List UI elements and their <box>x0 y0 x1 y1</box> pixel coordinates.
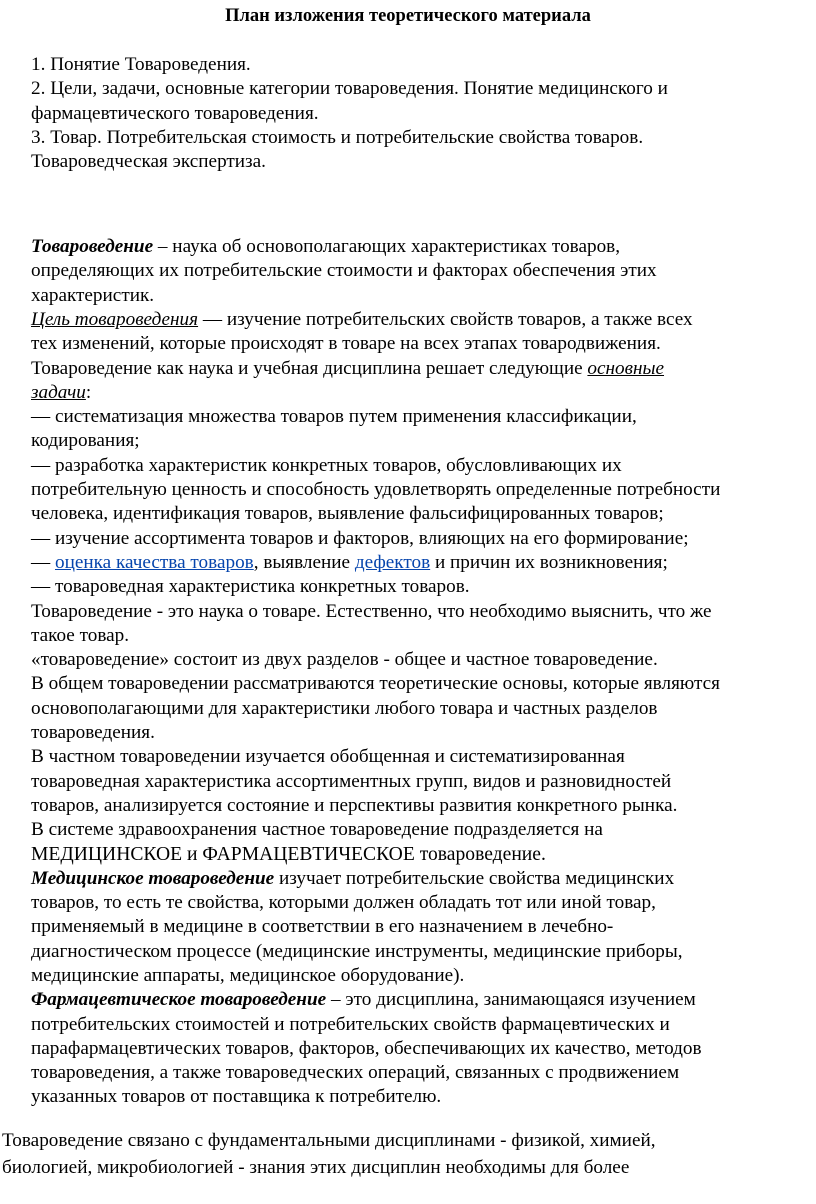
paragraph-line: товароведная характеристика ассортиментных групп, видов и разновидностей <box>31 770 672 792</box>
medical-term: Медицинское товароведение <box>31 867 275 889</box>
plan-item-3: 3. Товар. Потребительская стоимость и потребительские свойства товаров. <box>31 126 644 148</box>
paragraph-line: «товароведение» состоит из двух разделов - общее и частное товароведение. <box>31 649 658 671</box>
definition-line: характеристик. <box>31 284 155 306</box>
medical-line: товаров, то есть те свойства, которыми должен обладать тот или иной товар, <box>31 892 656 914</box>
goal-line: тех изменений, которые происходят в товаре на всех этапах товародвижения. <box>31 333 661 355</box>
definition-line: определяющих их потребительские стоимости и факторах обеспечения этих <box>31 260 657 282</box>
task-item-2-cont: потребительную ценность и способность удовлетворять определенные потребности <box>31 479 721 501</box>
pharm-line: указанных товаров от поставщика к потребителю. <box>31 1086 442 1108</box>
task-item-5: — товароведная характеристика конкретных товаров. <box>31 576 470 598</box>
pharm-line: Фармацевтическое товароведение – это дисциплина, занимающаяся изучением <box>31 989 696 1011</box>
task-item-2-cont: человека, идентификация товаров, выявление фальсифицированных товаров; <box>31 503 664 525</box>
task-item-4: — оценка качества товаров, выявление дефектов и причин их возникновения; <box>31 551 668 573</box>
pharm-line: потребительских стоимостей и потребительских свойств фармацевтических и <box>31 1013 670 1035</box>
medical-line: Медицинское товароведение изучает потребительские свойства медицинских <box>31 867 675 889</box>
document-body <box>31 53 816 1110</box>
closing-line: Товароведение связано с фундаментальными дисциплинами - физикой, химией, <box>2 1130 656 1151</box>
closing-line: биологией, микробиологией - знания этих дисциплин необходимы для более <box>2 1157 630 1178</box>
medical-line: применяемый в медицине в соответствии в его назначением в лечебно- <box>31 916 614 938</box>
paragraph-line: В общем товароведении рассматриваются теоретические основы, которые являются <box>31 673 720 695</box>
medical-line: медицинские аппараты, медицинское оборудование). <box>31 964 465 986</box>
paragraph-line: товароведения. <box>31 722 155 744</box>
goal-term: Цель товароведения <box>31 308 199 330</box>
paragraph-line: товаров, анализируется состояние и перспективы развития конкретного рынка. <box>31 794 678 816</box>
paragraph-line: Товароведение - это наука о товаре. Естественно, что необходимо выяснить, что же <box>31 600 712 622</box>
paragraph-line: В частном товароведении изучается обобщенная и систематизированная <box>31 746 625 768</box>
task-item-1-cont: кодирования; <box>31 430 140 452</box>
medical-line: диагностическом процессе (медицинские инструменты, медицинские приборы, <box>31 940 683 962</box>
tasks-term: задачи <box>31 381 86 403</box>
spacer <box>31 174 816 223</box>
task-item-3: — изучение ассортимента товаров и факторов, влияющих на его формирование; <box>31 527 689 549</box>
task-item-1: — систематизация множества товаров путем применения классификации, <box>31 406 637 428</box>
pharm-line: парафармацевтических товаров, факторов, обеспечивающих их качество, методов <box>31 1037 702 1059</box>
closing-paragraph <box>2 1129 812 1180</box>
tasks-term: основные <box>587 357 665 379</box>
defects-link[interactable]: дефектов <box>354 551 431 573</box>
plan-item-2: 2. Цели, задачи, основные категории товароведения. Понятие медицинского и <box>31 78 668 100</box>
plan-item-3-cont: Товароведческая экспертиза. <box>31 151 266 173</box>
paragraph-line: основополагающими для характеристики любого товара и частных разделов <box>31 697 658 719</box>
paragraph-line: МЕДИЦИНСКОЕ и ФАРМАЦЕВТИЧЕСКОЕ товароведение. <box>31 843 546 865</box>
page-title: План изложения теоретического материала <box>225 6 591 26</box>
goal-line: Цель товароведения — изучение потребительских свойств товаров, а также всех <box>31 308 693 330</box>
tasks-intro-cont: задачи: <box>31 381 92 403</box>
paragraph-line: В системе здравоохранения частное товароведение подразделяется на <box>31 819 603 841</box>
pharm-term: Фармацевтическое товароведение <box>31 989 327 1011</box>
plan-item-1: 1. Понятие Товароведения. <box>31 54 251 75</box>
spacer <box>31 223 816 235</box>
paragraph-line: такое товар. <box>31 624 130 646</box>
definition-term: Товароведение <box>31 236 154 258</box>
quality-assessment-link[interactable]: оценка качества товаров <box>54 551 254 573</box>
task-item-2: — разработка характеристик конкретных товаров, обусловливающих их <box>31 454 622 476</box>
tasks-intro: Товароведение как наука и учебная дисциплина решает следующие основные <box>31 357 665 379</box>
pharm-line: товароведения, а также товароведческих операций, связанных с продвижением <box>31 1062 680 1084</box>
plan-item-2-cont: фармацевтического товароведения. <box>31 102 319 124</box>
definition-line: Товароведение – наука об основополагающих характеристиках товаров, <box>31 236 621 258</box>
